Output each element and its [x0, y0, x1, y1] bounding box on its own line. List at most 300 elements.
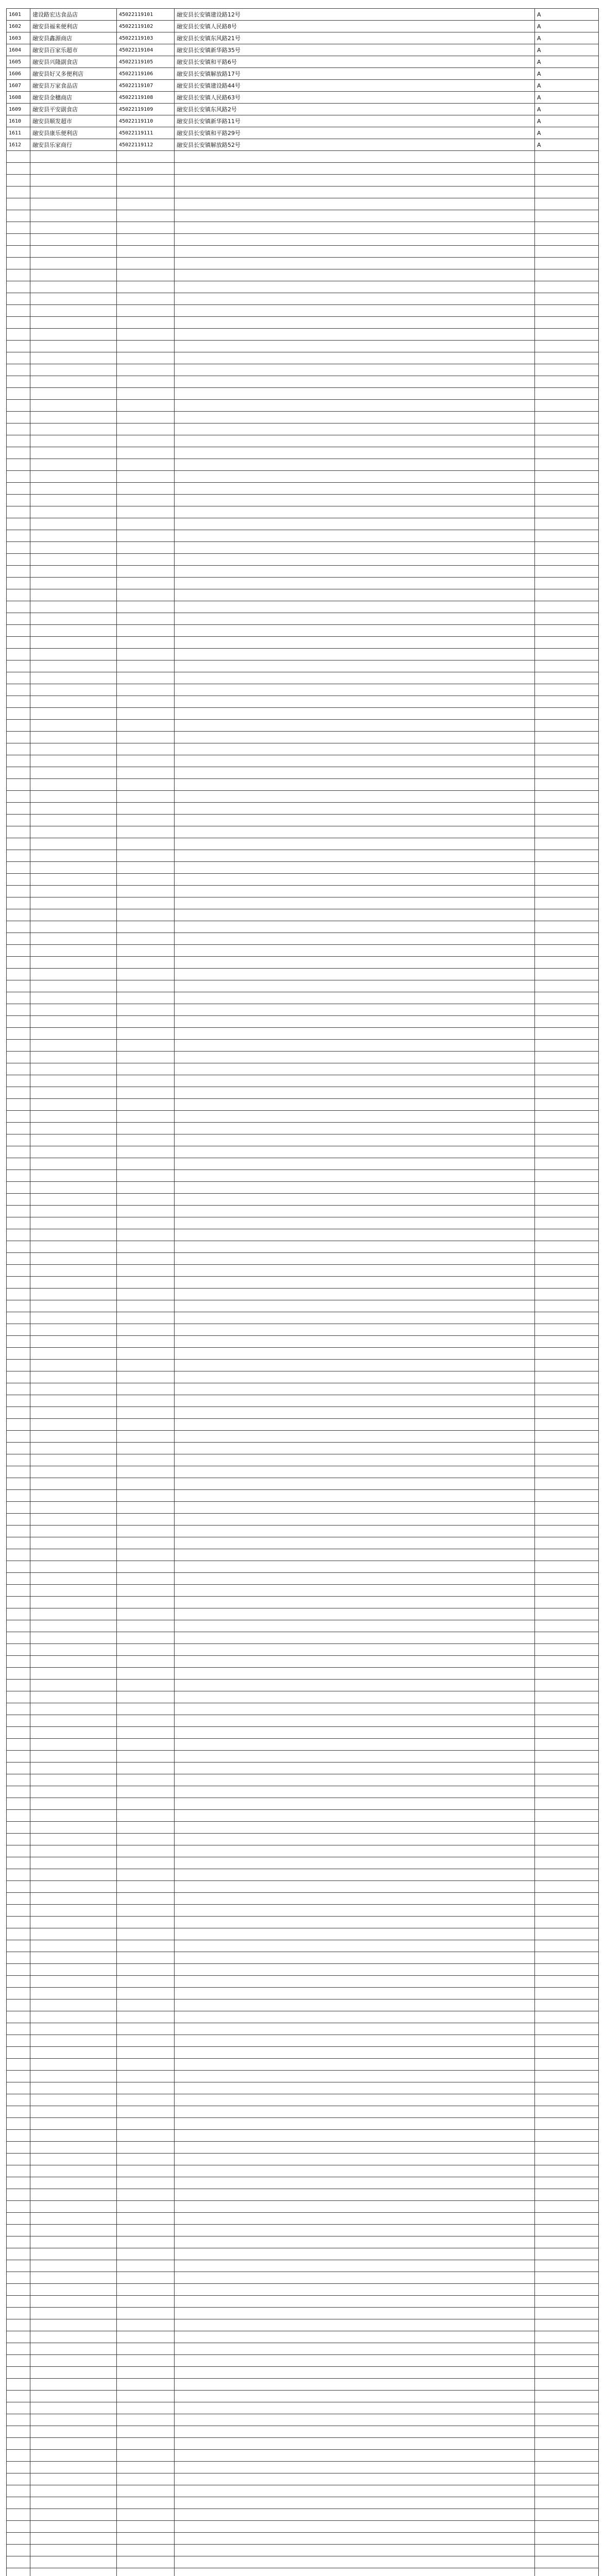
cell-name [30, 672, 117, 684]
cell-code [117, 2319, 175, 2331]
cell-grade [535, 2319, 599, 2331]
cell-grade [535, 1691, 599, 1703]
cell-addr [175, 2450, 535, 2462]
cell-code [117, 2545, 175, 2556]
cell-name [30, 2225, 117, 2236]
cell-name [30, 1644, 117, 1656]
cell-grade [535, 909, 599, 921]
table-row [7, 601, 599, 613]
cell-addr [175, 2391, 535, 2402]
table-row [7, 32, 599, 44]
cell-addr [175, 2059, 535, 2071]
cell-name [30, 601, 117, 613]
table-row [7, 1988, 599, 1999]
cell-grade [535, 234, 599, 246]
cell-addr [175, 720, 535, 732]
cell-grade [535, 1964, 599, 1976]
table-row [7, 1182, 599, 1194]
cell-addr [175, 2248, 535, 2260]
cell-grade [535, 2438, 599, 2450]
cell-grade: A [535, 115, 599, 127]
table-row [7, 1952, 599, 1964]
cell-code [117, 625, 175, 637]
cell-no [7, 672, 30, 684]
cell-name [30, 1526, 117, 1537]
cell-no [7, 1514, 30, 1526]
table-row [7, 1715, 599, 1727]
cell-code [117, 495, 175, 506]
cell-name [30, 815, 117, 826]
cell-grade [535, 2071, 599, 2082]
cell-code [117, 2272, 175, 2284]
cell-code [117, 1834, 175, 1845]
table-row [7, 198, 599, 210]
cell-no [7, 1075, 30, 1087]
cell-grade [535, 151, 599, 163]
cell-grade [535, 2473, 599, 2485]
cell-no [7, 838, 30, 850]
cell-name [30, 2414, 117, 2426]
cell-name [30, 2473, 117, 2485]
table-row [7, 921, 599, 933]
cell-grade [535, 198, 599, 210]
cell-name: 融安县平安副食店 [30, 104, 117, 115]
cell-name [30, 1964, 117, 1976]
table-row [7, 1632, 599, 1644]
cell-no: 1604 [7, 44, 30, 56]
cell-no [7, 1893, 30, 1905]
table-row [7, 2485, 599, 2497]
cell-addr [175, 1905, 535, 1917]
cell-no [7, 1537, 30, 1549]
cell-code [117, 2248, 175, 2260]
cell-code [117, 2414, 175, 2426]
cell-code [117, 1063, 175, 1075]
cell-code [117, 1419, 175, 1431]
cell-name [30, 992, 117, 1004]
cell-name: 融安县乐家商行 [30, 139, 117, 151]
cell-addr [175, 187, 535, 198]
cell-addr [175, 293, 535, 305]
cell-code [117, 2343, 175, 2355]
table-row [7, 1668, 599, 1680]
cell-addr [175, 471, 535, 483]
cell-grade [535, 874, 599, 886]
cell-addr [175, 542, 535, 554]
cell-name [30, 1774, 117, 1786]
table-row [7, 1644, 599, 1656]
table-row [7, 1537, 599, 1549]
cell-addr [175, 2177, 535, 2189]
table-row [7, 2509, 599, 2521]
cell-no [7, 566, 30, 578]
cell-name [30, 625, 117, 637]
cell-code [117, 684, 175, 696]
table-row [7, 364, 599, 376]
cell-addr [175, 2284, 535, 2296]
cell-grade [535, 1561, 599, 1573]
cell-grade [535, 1443, 599, 1454]
cell-no [7, 1111, 30, 1123]
cell-name [30, 850, 117, 862]
cell-no [7, 2177, 30, 2189]
cell-code [117, 743, 175, 755]
cell-addr [175, 1028, 535, 1040]
cell-name [30, 1182, 117, 1194]
cell-addr [175, 637, 535, 649]
cell-addr: 融安县长安镇建设路44号 [175, 80, 535, 92]
cell-name [30, 897, 117, 909]
cell-code [117, 2189, 175, 2201]
cell-name [30, 909, 117, 921]
cell-no [7, 2154, 30, 2165]
cell-no [7, 1004, 30, 1016]
cell-addr: 融安县长安镇人民路63号 [175, 92, 535, 104]
table-row [7, 2438, 599, 2450]
table-row [7, 886, 599, 897]
cell-name [30, 2521, 117, 2533]
table-row [7, 815, 599, 826]
cell-addr [175, 1976, 535, 1988]
cell-grade [535, 2545, 599, 2556]
cell-name [30, 269, 117, 281]
table-row [7, 1063, 599, 1075]
cell-addr [175, 1668, 535, 1680]
cell-code [117, 1999, 175, 2011]
cell-name [30, 1016, 117, 1028]
cell-addr [175, 933, 535, 945]
cell-addr [175, 708, 535, 720]
cell-name: 融安县顺发超市 [30, 115, 117, 127]
cell-name [30, 1040, 117, 1052]
cell-grade [535, 1466, 599, 1478]
cell-code [117, 791, 175, 803]
cell-no [7, 175, 30, 187]
table-row [7, 9, 599, 21]
cell-grade [535, 2533, 599, 2545]
cell-name [30, 1466, 117, 1478]
cell-no [7, 246, 30, 258]
cell-no [7, 2047, 30, 2059]
cell-no [7, 1881, 30, 1893]
cell-code [117, 400, 175, 412]
cell-grade [535, 850, 599, 862]
cell-name [30, 1608, 117, 1620]
cell-addr [175, 2426, 535, 2438]
table-row [7, 2118, 599, 2130]
table-row [7, 2331, 599, 2343]
cell-name [30, 980, 117, 992]
cell-code [117, 992, 175, 1004]
cell-addr [175, 495, 535, 506]
cell-name: 融安县鑫源商店 [30, 32, 117, 44]
cell-grade [535, 175, 599, 187]
table-row [7, 625, 599, 637]
cell-code [117, 2355, 175, 2367]
cell-grade [535, 1182, 599, 1194]
cell-addr [175, 1703, 535, 1715]
cell-code [117, 1644, 175, 1656]
cell-grade [535, 2497, 599, 2509]
cell-grade [535, 1526, 599, 1537]
cell-name [30, 708, 117, 720]
cell-addr [175, 980, 535, 992]
cell-name [30, 874, 117, 886]
cell-addr [175, 684, 535, 696]
cell-grade [535, 2165, 599, 2177]
cell-code [117, 1537, 175, 1549]
table-row [7, 1786, 599, 1798]
cell-grade [535, 2509, 599, 2521]
cell-grade [535, 732, 599, 743]
cell-addr [175, 163, 535, 175]
table-row [7, 269, 599, 281]
cell-addr [175, 1691, 535, 1703]
cell-code [117, 175, 175, 187]
cell-no [7, 2094, 30, 2106]
table-row [7, 542, 599, 554]
cell-name [30, 1063, 117, 1075]
cell-name [30, 1170, 117, 1182]
cell-code [117, 1478, 175, 1490]
cell-name [30, 1229, 117, 1241]
cell-addr [175, 1336, 535, 1348]
cell-name [30, 2308, 117, 2319]
table-row [7, 56, 599, 68]
cell-addr [175, 1206, 535, 1217]
cell-grade [535, 435, 599, 447]
cell-addr [175, 1312, 535, 1324]
cell-addr: 融安县长安镇人民路8号 [175, 21, 535, 32]
table-row [7, 2035, 599, 2047]
table-row [7, 1016, 599, 1028]
cell-addr [175, 1988, 535, 1999]
cell-addr [175, 1265, 535, 1277]
cell-no [7, 2118, 30, 2130]
cell-addr [175, 1526, 535, 1537]
cell-grade: A [535, 127, 599, 139]
cell-addr [175, 1063, 535, 1075]
cell-no [7, 2521, 30, 2533]
cell-addr [175, 1277, 535, 1289]
cell-no [7, 483, 30, 495]
cell-addr [175, 838, 535, 850]
cell-addr [175, 269, 535, 281]
cell-grade [535, 969, 599, 980]
cell-addr [175, 2485, 535, 2497]
cell-grade [535, 1111, 599, 1123]
cell-addr [175, 317, 535, 329]
cell-no [7, 2213, 30, 2225]
cell-code [117, 187, 175, 198]
cell-addr [175, 589, 535, 601]
cell-name [30, 1490, 117, 1502]
cell-name [30, 886, 117, 897]
cell-no [7, 542, 30, 554]
cell-addr [175, 2213, 535, 2225]
cell-no [7, 862, 30, 874]
cell-grade [535, 2391, 599, 2402]
cell-addr [175, 246, 535, 258]
table-row [7, 649, 599, 660]
cell-name [30, 471, 117, 483]
cell-code [117, 1170, 175, 1182]
cell-grade [535, 1952, 599, 1964]
cell-addr [175, 1371, 535, 1383]
cell-code [117, 1822, 175, 1834]
cell-grade [535, 1573, 599, 1585]
cell-code [117, 1182, 175, 1194]
cell-code [117, 2485, 175, 2497]
table-row [7, 483, 599, 495]
cell-name [30, 2201, 117, 2213]
cell-grade [535, 1632, 599, 1644]
cell-no: 1609 [7, 104, 30, 115]
cell-code [117, 1964, 175, 1976]
cell-no: 1605 [7, 56, 30, 68]
cell-no: 1608 [7, 92, 30, 104]
cell-code [117, 589, 175, 601]
cell-name [30, 2213, 117, 2225]
cell-no [7, 1289, 30, 1300]
table-row [7, 992, 599, 1004]
cell-addr [175, 2319, 535, 2331]
cell-no [7, 2035, 30, 2047]
cell-grade [535, 1241, 599, 1253]
table-row [7, 2284, 599, 2296]
cell-code [117, 1229, 175, 1241]
cell-name [30, 210, 117, 222]
cell-no [7, 874, 30, 886]
cell-addr [175, 1134, 535, 1146]
cell-no [7, 2272, 30, 2284]
cell-name [30, 2165, 117, 2177]
table-row [7, 1810, 599, 1822]
cell-code [117, 1952, 175, 1964]
cell-name [30, 2426, 117, 2438]
cell-name [30, 1620, 117, 1632]
cell-no [7, 637, 30, 649]
cell-name [30, 2284, 117, 2296]
cell-grade [535, 2450, 599, 2462]
cell-name [30, 281, 117, 293]
cell-grade [535, 506, 599, 518]
table-row [7, 2367, 599, 2379]
cell-addr [175, 2568, 535, 2576]
table-row [7, 423, 599, 435]
cell-code [117, 1004, 175, 1016]
cell-name [30, 933, 117, 945]
cell-grade [535, 1395, 599, 1407]
cell-no [7, 1087, 30, 1099]
cell-grade [535, 2485, 599, 2497]
cell-grade [535, 1810, 599, 1822]
cell-addr [175, 518, 535, 530]
cell-no [7, 163, 30, 175]
cell-no [7, 1454, 30, 1466]
cell-code [117, 649, 175, 660]
cell-no [7, 2165, 30, 2177]
cell-grade [535, 1762, 599, 1774]
cell-no [7, 1324, 30, 1336]
table-row [7, 1656, 599, 1668]
cell-addr [175, 1123, 535, 1134]
cell-addr [175, 1182, 535, 1194]
table-row [7, 803, 599, 815]
cell-addr [175, 672, 535, 684]
cell-name [30, 1727, 117, 1739]
cell-addr [175, 886, 535, 897]
cell-name [30, 2260, 117, 2272]
cell-addr [175, 2047, 535, 2059]
cell-addr [175, 222, 535, 234]
cell-name [30, 2402, 117, 2414]
cell-name [30, 376, 117, 388]
cell-name [30, 305, 117, 317]
cell-no [7, 1419, 30, 1431]
cell-addr [175, 2260, 535, 2272]
table-row [7, 471, 599, 483]
cell-addr [175, 2521, 535, 2533]
table-row [7, 1454, 599, 1466]
cell-code [117, 1940, 175, 1952]
cell-addr [175, 2130, 535, 2142]
cell-name [30, 1431, 117, 1443]
table-row [7, 1893, 599, 1905]
table-row [7, 767, 599, 779]
cell-grade [535, 2059, 599, 2071]
cell-no [7, 732, 30, 743]
cell-addr: 融安县长安镇解放路52号 [175, 139, 535, 151]
cell-name [30, 1300, 117, 1312]
cell-addr [175, 649, 535, 660]
cell-no [7, 2260, 30, 2272]
store-list-table [6, 8, 599, 2576]
cell-code [117, 364, 175, 376]
table-row [7, 1620, 599, 1632]
table-row [7, 1466, 599, 1478]
cell-name [30, 388, 117, 400]
table-row [7, 1443, 599, 1454]
cell-addr [175, 791, 535, 803]
table-row [7, 1514, 599, 1526]
table-row [7, 1526, 599, 1537]
cell-code [117, 1407, 175, 1419]
cell-grade [535, 2568, 599, 2576]
cell-name [30, 1988, 117, 1999]
cell-addr [175, 2082, 535, 2094]
cell-addr [175, 1514, 535, 1526]
table-row [7, 1478, 599, 1490]
table-row [7, 660, 599, 672]
cell-addr [175, 1407, 535, 1419]
table-row [7, 1834, 599, 1845]
cell-addr [175, 803, 535, 815]
cell-addr [175, 2296, 535, 2308]
table-row [7, 400, 599, 412]
cell-name [30, 838, 117, 850]
cell-addr: 融安县长安镇建设路12号 [175, 9, 535, 21]
cell-grade [535, 518, 599, 530]
cell-addr [175, 767, 535, 779]
cell-no [7, 1727, 30, 1739]
cell-grade [535, 1052, 599, 1063]
cell-grade [535, 1371, 599, 1383]
cell-no [7, 1490, 30, 1502]
cell-no [7, 2533, 30, 2545]
cell-grade [535, 317, 599, 329]
cell-no [7, 1016, 30, 1028]
